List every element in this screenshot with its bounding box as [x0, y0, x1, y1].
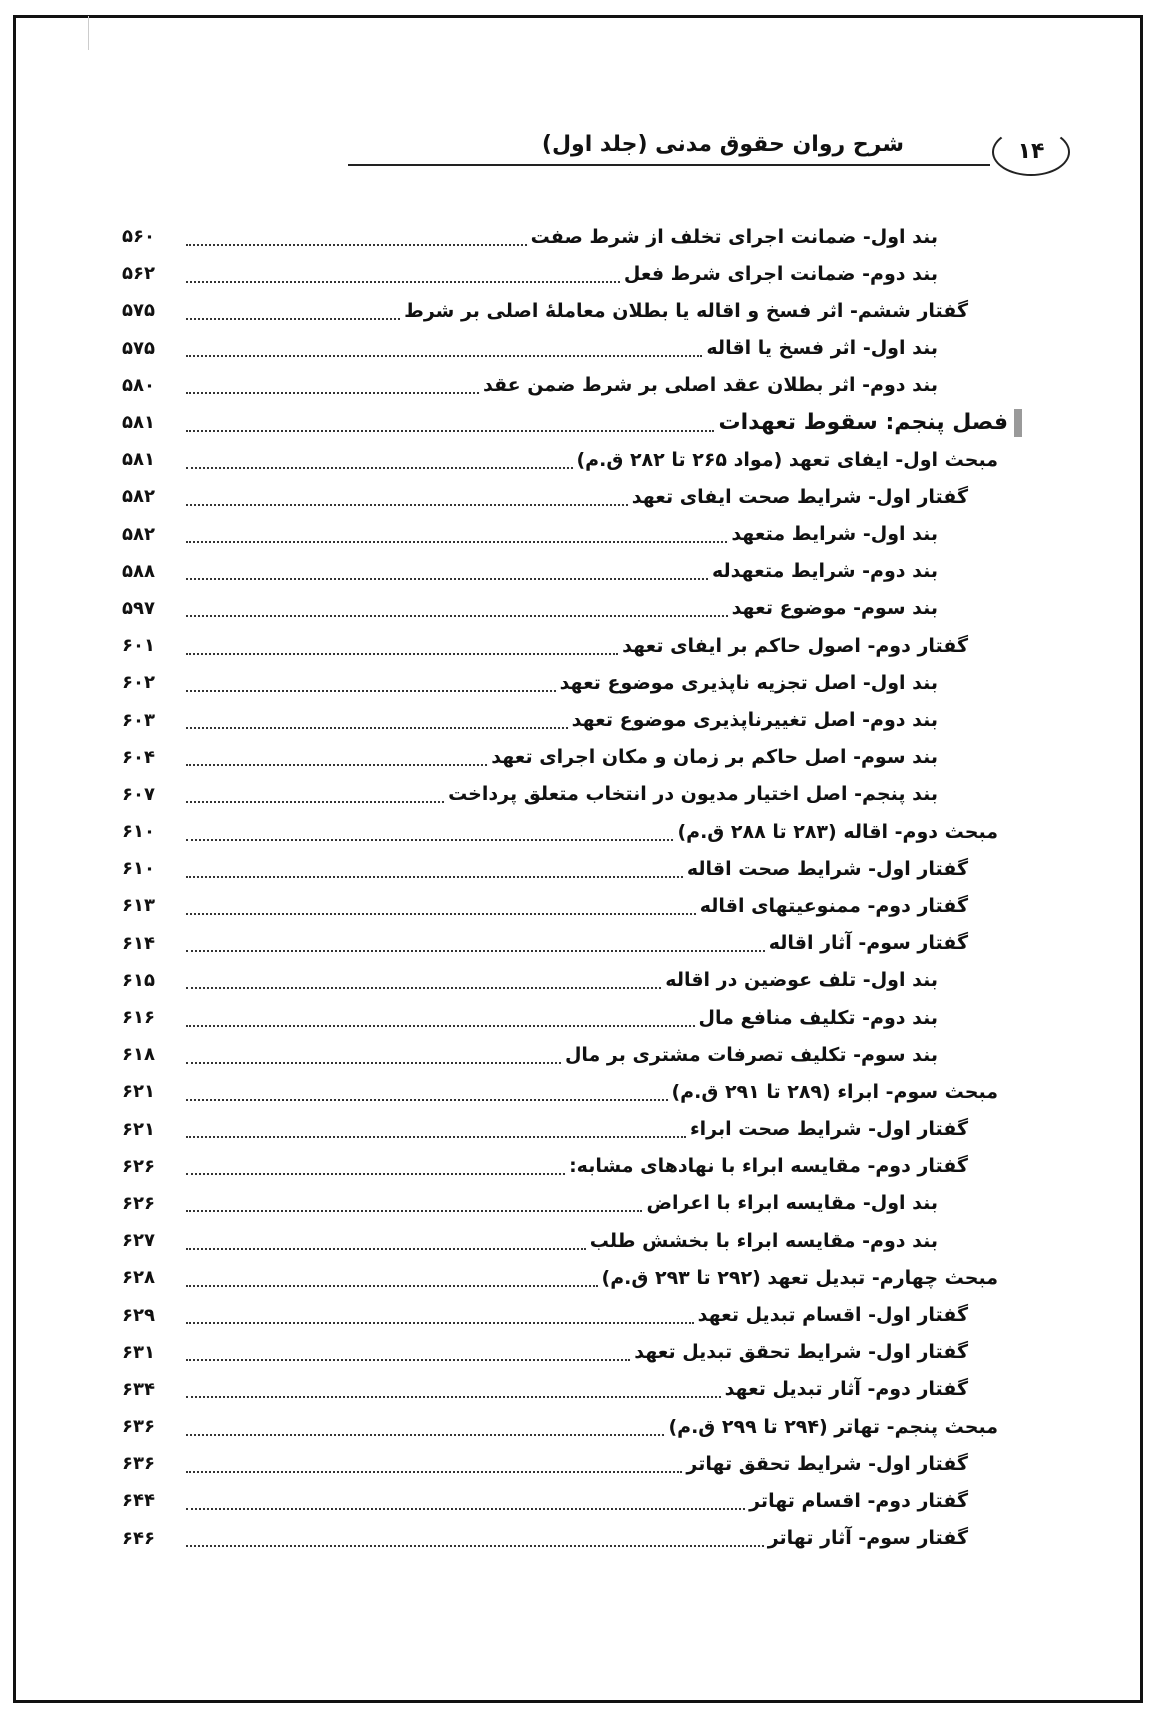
header-rule [348, 164, 990, 166]
toc-entry-title: گفتار اول- شرایط تحقق تبدیل تعهد [634, 1341, 968, 1364]
toc-entry [122, 627, 1008, 664]
dot-leader [186, 1136, 686, 1138]
toc-entry [122, 1185, 1008, 1222]
dot-leader [186, 1285, 598, 1287]
toc-entry [122, 701, 1008, 738]
toc-entry-page: ۵۶۰ [122, 226, 155, 248]
toc-entry [122, 590, 1008, 627]
toc-entry-page: ۶۱۵ [122, 969, 155, 991]
toc-entry-page: ۵۷۵ [122, 300, 155, 322]
toc-entry-page: ۶۲۱ [122, 1081, 155, 1103]
toc-entry-page: ۶۳۱ [122, 1341, 155, 1363]
toc-entry-title: بند پنجم- اصل اختیار مدیون در انتخاب متعلق پرداخت [448, 783, 938, 806]
toc-entry [122, 441, 1008, 478]
toc-entry [122, 1445, 1008, 1482]
toc-entry [122, 1111, 1008, 1148]
toc-entry-page: ۵۸۲ [122, 523, 155, 545]
dot-leader [186, 801, 444, 803]
dot-leader [186, 430, 714, 432]
toc-entry-page: ۶۲۷ [122, 1230, 155, 1252]
toc-entry-title: مبحث پنجم- تهاتر (۲۹۴ تا ۲۹۹ ق.م) [668, 1415, 998, 1438]
toc-entry-page: ۵۹۷ [122, 597, 155, 619]
toc-entry-title: بند سوم- موضوع تعهد [731, 597, 938, 620]
toc-entry-title: بند سوم- اصل حاکم بر زمان و مکان اجرای تعهد [491, 746, 938, 769]
toc-entry [122, 1036, 1008, 1073]
toc-entry-title: گفتار دوم- آثار تبدیل تعهد [724, 1378, 968, 1401]
toc-entry-title: بند اول- اصل تجزیه ناپذیری موضوع تعهد [559, 671, 938, 694]
toc-entry-title: مبحث سوم- ابراء (۲۸۹ تا ۲۹۱ ق.م) [671, 1080, 998, 1103]
chapter-marker [1014, 409, 1022, 437]
toc-entry-page: ۵۷۵ [122, 337, 155, 359]
table-of-contents [122, 218, 1008, 1557]
toc-entry [122, 1334, 1008, 1371]
dot-leader [186, 1359, 630, 1361]
dot-leader [186, 392, 479, 394]
toc-entry-page: ۶۰۴ [122, 746, 155, 768]
dot-leader [186, 1508, 745, 1510]
toc-entry-page: ۶۱۸ [122, 1044, 155, 1066]
toc-entry [122, 1408, 1008, 1445]
dot-leader [186, 504, 628, 506]
dot-leader [186, 1471, 682, 1473]
dot-leader [186, 1434, 664, 1436]
toc-entry-title: گفتار دوم- مقایسه ابراء با نهادهای مشابه: [569, 1155, 968, 1178]
dot-leader [186, 281, 620, 283]
page-header [348, 120, 1070, 170]
toc-entry-title: بند اول- مقایسه ابراء با اعراض [646, 1192, 938, 1215]
dot-leader [186, 690, 556, 692]
toc-entry-page: ۶۲۹ [122, 1304, 155, 1326]
toc-entry-page: ۶۲۱ [122, 1118, 155, 1140]
toc-entry-page: ۶۱۶ [122, 1007, 155, 1029]
toc-entry [122, 999, 1008, 1036]
toc-entry [122, 1148, 1008, 1185]
dot-leader [186, 541, 727, 543]
book-title: شرح روان حقوق مدنی (جلد اول) [541, 132, 904, 157]
dot-leader [186, 1062, 561, 1064]
toc-entry-title: گفتار دوم- اصول حاکم بر ایفای تعهد [622, 634, 968, 657]
toc-entry-title: گفتار اول- اقسام تبدیل تعهد [697, 1304, 968, 1327]
dot-leader [186, 578, 708, 580]
toc-entry [122, 516, 1008, 553]
toc-chapter-entry [122, 404, 1008, 441]
toc-entry-title: مبحث دوم- اقاله (۲۸۳ تا ۲۸۸ ق.م) [677, 820, 998, 843]
toc-entry [122, 330, 1008, 367]
toc-entry-title: بند اول- شرایط متعهد [731, 523, 938, 546]
dot-leader [186, 467, 573, 469]
toc-entry-page: ۶۰۲ [122, 672, 155, 694]
toc-entry-page: ۶۴۶ [122, 1527, 155, 1549]
toc-entry [122, 739, 1008, 776]
dot-leader [186, 1173, 565, 1175]
toc-entry-title: بند دوم- ضمانت اجرای شرط فعل [623, 262, 938, 285]
toc-entry [122, 1520, 1008, 1557]
toc-entry-page: ۶۱۰ [122, 821, 155, 843]
toc-entry [122, 1482, 1008, 1519]
toc-entry [122, 1073, 1008, 1110]
toc-entry-title: بند اول- ضمانت اجرای تخلف از شرط صفت [530, 225, 938, 248]
toc-entry-title: بند دوم- اثر بطلان عقد اصلی بر شرط ضمن عقد [482, 374, 938, 397]
toc-entry [122, 553, 1008, 590]
dot-leader [186, 764, 487, 766]
toc-entry-page: ۵۸۱ [122, 449, 155, 471]
toc-entry [122, 850, 1008, 887]
toc-entry-page: ۶۱۴ [122, 932, 155, 954]
dot-leader [186, 318, 400, 320]
toc-entry-page: ۶۳۶ [122, 1453, 155, 1475]
dot-leader [186, 913, 696, 915]
toc-entry-title: بند سوم- تکلیف تصرفات مشتری بر مال [564, 1043, 938, 1066]
dot-leader [186, 727, 568, 729]
toc-entry [122, 1371, 1008, 1408]
toc-entry-title: بند دوم- اصل تغییرناپذیری موضوع تعهد [571, 709, 938, 732]
toc-entry-page: ۶۰۱ [122, 635, 155, 657]
toc-entry-page: ۶۲۸ [122, 1267, 155, 1289]
toc-entry-title: فصل پنجم: سقوط تعهدات [718, 410, 1008, 436]
toc-entry-title: گفتار اول- شرایط صحت ایفای تعهد [631, 485, 968, 508]
toc-entry-page: ۵۸۲ [122, 486, 155, 508]
toc-entry-title: گفتار سوم- آثار تهاتر [767, 1527, 968, 1550]
toc-entry [122, 776, 1008, 813]
dot-leader [186, 1545, 764, 1547]
toc-entry-page: ۵۸۰ [122, 374, 155, 396]
dot-leader [186, 615, 728, 617]
toc-entry-page: ۶۴۴ [122, 1490, 155, 1512]
toc-entry-title: گفتار سوم- آثار اقاله [768, 932, 968, 955]
dot-leader [186, 244, 527, 246]
toc-entry-page: ۵۶۲ [122, 263, 155, 285]
page-number: ۱۴ [992, 128, 1070, 176]
dot-leader [186, 987, 661, 989]
toc-entry-page: ۶۱۰ [122, 858, 155, 880]
toc-entry [122, 255, 1008, 292]
toc-entry [122, 925, 1008, 962]
toc-entry [122, 478, 1008, 515]
dot-leader [186, 653, 618, 655]
toc-entry-page: ۶۳۴ [122, 1378, 155, 1400]
toc-entry-page: ۶۰۷ [122, 783, 155, 805]
dot-leader [186, 1248, 586, 1250]
dot-leader [186, 355, 702, 357]
toc-entry-title: مبحث چهارم- تبدیل تعهد (۲۹۲ تا ۲۹۳ ق.م) [601, 1266, 998, 1289]
toc-entry-title: گفتار اول- شرایط صحت ابراء [689, 1118, 968, 1141]
dot-leader [186, 876, 683, 878]
toc-entry-page: ۶۳۶ [122, 1416, 155, 1438]
toc-entry-page: ۶۱۳ [122, 895, 155, 917]
toc-entry-title: بند دوم- مقایسه ابراء با بخشش طلب [589, 1229, 938, 1252]
toc-entry [122, 962, 1008, 999]
toc-entry-title: بند دوم- تکلیف منافع مال [698, 1006, 938, 1029]
toc-entry-title: بند دوم- شرایط متعهدله [712, 560, 938, 583]
scan-edge-mark [88, 16, 97, 50]
toc-entry [122, 1259, 1008, 1296]
toc-entry-title: بند اول- اثر فسخ یا اقاله [706, 337, 938, 360]
toc-entry [122, 218, 1008, 255]
toc-entry-title: گفتار ششم- اثر فسخ و اقاله یا بطلان معاملهٔ اصلی بر شرط [404, 299, 968, 322]
dot-leader [186, 1025, 695, 1027]
toc-entry [122, 367, 1008, 404]
toc-entry-page: ۵۸۸ [122, 560, 155, 582]
toc-entry [122, 887, 1008, 924]
dot-leader [186, 1099, 668, 1101]
dot-leader [186, 1322, 694, 1324]
dot-leader [186, 1210, 642, 1212]
toc-entry [122, 1222, 1008, 1259]
toc-entry-title: گفتار دوم- ممنوعیتهای اقاله [699, 894, 968, 917]
toc-entry-title: گفتار دوم- اقسام تهاتر [749, 1489, 968, 1512]
toc-entry [122, 813, 1008, 850]
toc-entry-page: ۶۰۳ [122, 709, 155, 731]
toc-entry [122, 664, 1008, 701]
toc-entry-title: گفتار اول- شرایط صحت اقاله [686, 857, 968, 880]
toc-entry-page: ۶۲۶ [122, 1155, 155, 1177]
dot-leader [186, 1396, 721, 1398]
toc-entry-title: مبحث اول- ایفای تعهد (مواد ۲۶۵ تا ۲۸۲ ق.م) [576, 448, 998, 471]
toc-entry-title: بند اول- تلف عوضین در اقاله [665, 969, 938, 992]
toc-entry-title: گفتار اول- شرایط تحقق تهاتر [686, 1452, 968, 1475]
toc-entry [122, 292, 1008, 329]
toc-entry-page: ۵۸۱ [122, 412, 155, 434]
toc-entry [122, 1296, 1008, 1333]
toc-entry-page: ۶۲۶ [122, 1192, 155, 1214]
dot-leader [186, 950, 765, 952]
dot-leader [186, 839, 673, 841]
